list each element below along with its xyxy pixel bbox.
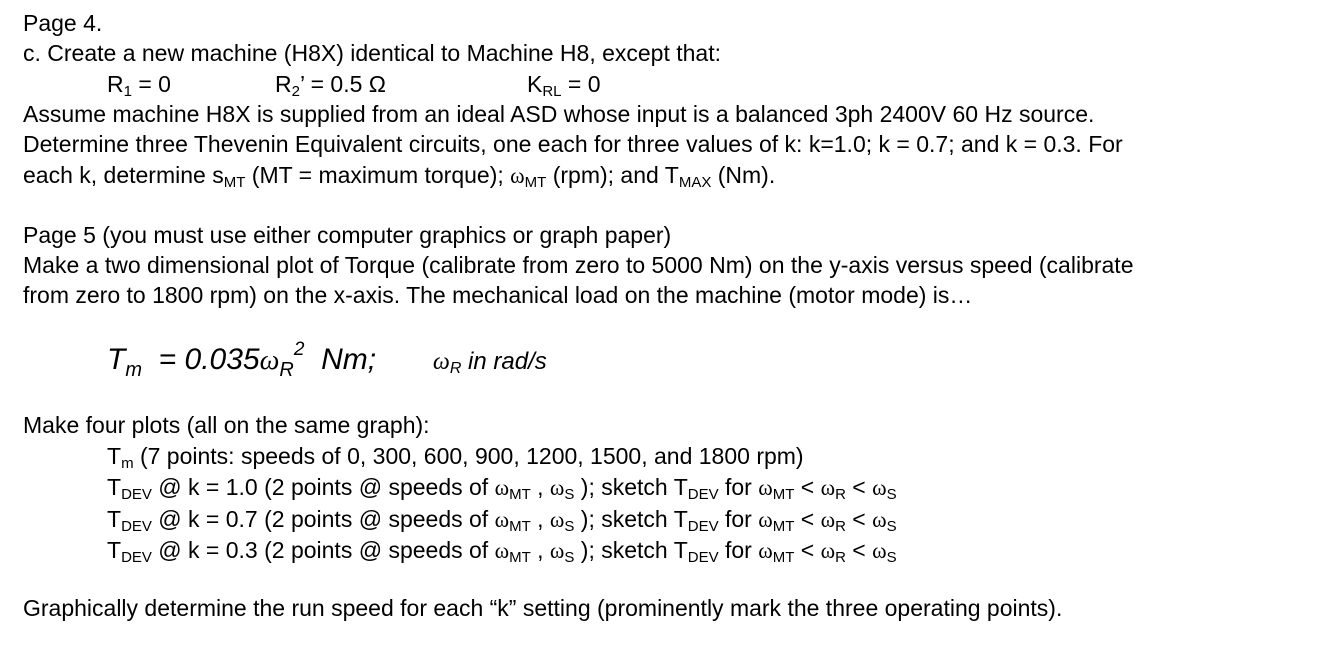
tm-subscript: m [121,455,134,472]
omega-subscript: R [835,486,846,503]
r2-subscript: 2 [291,83,300,100]
omega-subscript: MT [772,518,795,535]
tdev-description: @ k = 1.0 (2 points @ speeds of [151,474,495,500]
page5-line2: from zero to 1800 rpm) on the x-axis. The mechanical load on the machine (motor mode) is… [23,282,973,308]
omega-symbol: ω [758,507,773,532]
separator: , [530,474,550,500]
omega-subscript: S [564,549,575,566]
tdev-subscript: DEV [121,518,152,535]
less-than: < [794,537,821,563]
omega-symbol: ω [758,538,773,563]
r1-subscript: 1 [123,83,132,100]
r1-value: = 0 [131,71,171,97]
omega-subscript: R [835,549,846,566]
tm-plot-item [107,443,804,472]
tdev-symbol: T [107,506,122,532]
tm-symbol: T [107,443,122,469]
less-than: < [845,506,873,532]
torque-subscript: m [125,359,142,381]
r1-symbol: R [107,71,124,97]
page5-line1: Make a two dimensional plot of Torque (calibrate from zero to 5000 Nm) on the y-axis versus speed (calibrate [23,252,1134,278]
omega-symbol: ω [820,507,836,532]
tdev-plot-item [107,537,897,564]
plots-intro: Make four plots (all on the same graph): [23,412,430,438]
omega-symbol: ω [820,475,836,500]
sketch-text: ); sketch T [574,506,688,532]
tdev-symbol: T [107,474,122,500]
param-r1 [107,71,171,100]
equation-unit: Nm; [304,343,377,376]
omega-symbol: ω [432,349,450,375]
tm-description: (7 points: speeds of 0, 300, 600, 900, 1200, 1500, and 1800 rpm) [133,443,804,469]
omega-symbol: ω [494,475,510,500]
page5-heading: Page 5 (you must use either computer graphics or graph paper) [23,222,672,248]
part-c-text: c. Create a new machine (H8X) identical to Machine H8, except that: [23,40,722,66]
tdev-plot-item [107,474,897,501]
param-krl [527,71,601,100]
final-instruction: Graphically determine the run speed for each “k” setting (prominently mark the three operating points). [23,595,1063,621]
omega-subscript: MT [509,486,531,503]
equation-coefficient: = 0.035 [142,343,260,376]
omega-symbol: ω [820,538,836,563]
omega-symbol: ω [259,345,280,376]
param-r2 [275,71,386,100]
sketch-text: ); sketch T [574,474,688,500]
omega-subscript: R [279,359,294,381]
separator: , [530,537,550,563]
omega-symbol: ω [872,475,887,500]
omega-symbol: ω [758,475,773,500]
krl-value: = 0 [561,71,601,97]
tmax-subscript: MAX [678,174,712,191]
omega-subscript: S [886,549,897,566]
tdev-subscript: DEV [687,549,719,566]
s-mt-subscript: MT [223,174,246,191]
for-text: for [718,506,759,532]
less-than: < [794,474,821,500]
tdev-subscript: DEV [121,486,152,503]
for-text: for [718,474,759,500]
omega-symbol: ω [494,507,510,532]
omega-subscript: R [449,360,462,377]
omega-symbol: ω [872,538,887,563]
omega-subscript: S [886,486,897,503]
omega-subscript: MT [509,549,531,566]
krl-subscript: RL [542,83,562,100]
omega-subscript: R [835,518,846,535]
determine-text: Determine three Thevenin Equivalent circuits, one each for three values of k: k=1.0; k = 0.7; and k = 0.3. For [23,131,1123,157]
units-note: in rad/s [461,348,547,375]
each-k-part4: (Nm). [711,162,776,188]
sketch-text: ); sketch T [574,537,688,563]
for-text: for [718,537,759,563]
assume-text: Assume machine H8X is supplied from an ideal ASD whose input is a balanced 3ph 2400V 60 Hz source. [23,101,1095,127]
omega-subscript: S [886,518,897,535]
exponent: 2 [293,339,305,360]
page4-heading: Page 4. [23,10,103,36]
tdev-description: @ k = 0.7 (2 points @ speeds of [151,506,495,532]
tdev-subscript: DEV [121,549,152,566]
omega-subscript: S [564,486,575,503]
omega-symbol: ω [549,507,565,532]
load-equation [107,340,547,382]
omega-subscript: S [564,518,575,535]
less-than: < [794,506,821,532]
omega-symbol: ω [549,538,565,563]
each-k-part3: (rpm); and T [546,162,679,188]
omega-symbol: ω [872,507,887,532]
r2-symbol: R [275,71,292,97]
tdev-description: @ k = 0.3 (2 points @ speeds of [151,537,495,563]
r2-value: ’ = 0.5 Ω [299,71,386,97]
each-k-part2: (MT = maximum torque); [245,162,511,188]
tdev-plot-item [107,506,897,533]
less-than: < [845,474,873,500]
separator: , [530,506,550,532]
omega-symbol: ω [494,538,510,563]
omega-subscript: MT [772,549,795,566]
omega-subscript: MT [772,486,795,503]
tdev-subscript: DEV [687,486,719,503]
omega-mt-subscript: MT [524,174,547,191]
omega-symbol: ω [510,163,525,188]
less-than: < [845,537,873,563]
tdev-symbol: T [107,537,122,563]
omega-symbol: ω [549,475,565,500]
torque-symbol: T [107,343,126,376]
tdev-subscript: DEV [687,518,719,535]
each-k-part1: each k, determine s [23,162,224,188]
omega-subscript: MT [509,518,531,535]
each-k-text [23,162,775,189]
krl-symbol: K [527,71,543,97]
